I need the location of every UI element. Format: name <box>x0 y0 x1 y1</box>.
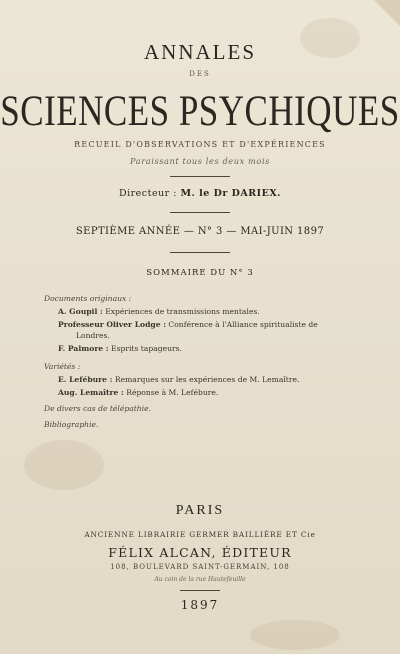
journal-title-annales: ANNALES <box>144 40 256 64</box>
entry-title: Esprits tapageurs. <box>111 344 182 353</box>
divider <box>170 176 230 177</box>
contents-entry <box>58 344 182 353</box>
imprint-address: 108, BOULEVARD SAINT-GERMAIN, 108 <box>110 563 290 571</box>
entry-title: Londres. <box>76 331 110 340</box>
entry-title: Remarques sur les expériences de M. Lemaître. <box>114 375 300 384</box>
journal-subtitle: RECUEIL D'OBSERVATIONS ET D'EXPÉRIENCES <box>74 140 326 149</box>
stain <box>24 440 104 490</box>
entry-author: E. Lefébure : <box>58 375 113 384</box>
entry-author: Professeur Oliver Lodge : <box>58 320 166 329</box>
imprint-city: PARIS <box>175 503 225 518</box>
section-telepathie: De divers cas de télépathie. <box>44 404 152 413</box>
journal-title-des: DES <box>189 70 211 78</box>
imprint-year: 1897 <box>180 598 220 612</box>
stain <box>250 620 340 650</box>
section-bibliographie: Bibliographie. <box>44 420 99 429</box>
contents-entry <box>58 320 318 329</box>
contents-entry-continuation <box>76 331 110 340</box>
imprint-publisher: FÉLIX ALCAN, ÉDITEUR <box>108 545 292 560</box>
contents-entry <box>58 388 218 397</box>
director-line <box>0 188 400 199</box>
divider <box>170 252 230 253</box>
section-varietes: Variétés : <box>44 362 81 371</box>
contents-heading: SOMMAIRE DU N° 3 <box>146 268 254 278</box>
folded-corner <box>374 0 400 26</box>
entry-author: A. Goupil : <box>58 307 103 316</box>
entry-title: Expériences de transmissions mentales. <box>105 307 260 316</box>
entry-author: Aug. Lemaître : <box>58 388 124 397</box>
director-name: M. le Dr DARIEX. <box>180 188 281 199</box>
entry-title: Conférence à l'Alliance spiritualiste de <box>168 320 318 329</box>
divider <box>180 590 220 591</box>
imprint-corner: Au coin de la rue Hautefeuille <box>154 576 246 583</box>
entry-title: Réponse à M. Lefébure. <box>126 388 219 397</box>
journal-title-main: SCIENCES PSYCHIQUES <box>0 86 400 135</box>
imprint-former-house: ANCIENNE LIBRAIRIE GERMER BAILLIÈRE ET Cie <box>84 530 316 539</box>
issue-line: SEPTIÈME ANNÉE — N° 3 — MAI-JUIN 1897 <box>75 226 325 237</box>
publication-frequency: Paraissant tous les deux mois <box>130 156 270 166</box>
entry-author: F. Palmore : <box>58 344 109 353</box>
section-documents-originaux: Documents originaux : <box>44 294 132 303</box>
contents-entry <box>58 307 260 316</box>
divider <box>170 212 230 213</box>
director-label: Directeur : <box>118 188 177 199</box>
contents-entry <box>58 375 299 384</box>
